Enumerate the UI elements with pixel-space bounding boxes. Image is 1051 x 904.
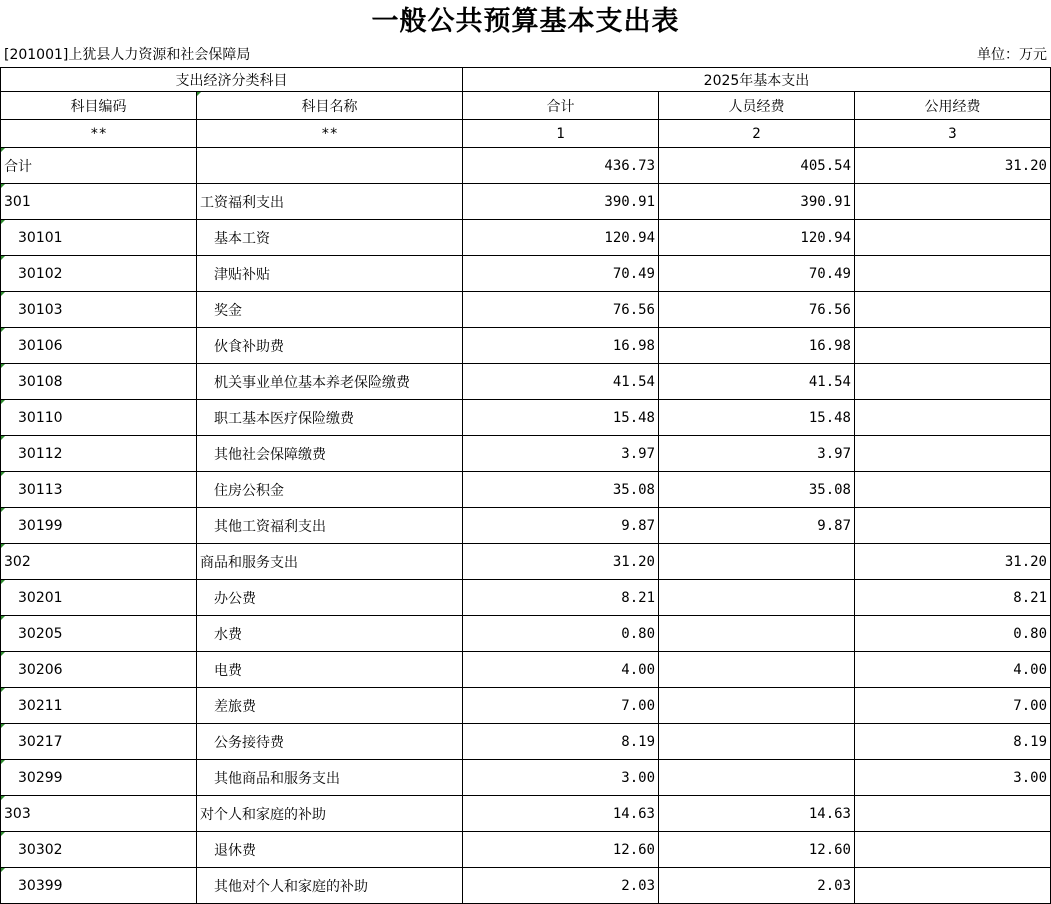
table-row bbox=[1, 292, 1051, 328]
row-code-cell: 30101 bbox=[1, 220, 197, 256]
row-personnel-cell: 390.91 bbox=[659, 184, 855, 220]
table-row bbox=[1, 652, 1051, 688]
row-name-cell: 其他工资福利支出 bbox=[197, 508, 463, 544]
table-row bbox=[1, 688, 1051, 724]
header-col-personnel: 人员经费 bbox=[659, 92, 855, 120]
table-row bbox=[1, 328, 1051, 364]
row-public-cell bbox=[855, 364, 1051, 400]
row-personnel-cell: 12.60 bbox=[659, 832, 855, 868]
row-public-cell bbox=[855, 400, 1051, 436]
row-name-cell: 差旅费 bbox=[197, 688, 463, 724]
table-row bbox=[1, 400, 1051, 436]
row-name-cell: 公务接待费 bbox=[197, 724, 463, 760]
unit-label: 单位：万元 bbox=[977, 47, 1047, 63]
row-code-cell: 30199 bbox=[1, 508, 197, 544]
row-total-cell: 9.87 bbox=[463, 508, 659, 544]
row-name-cell: 办公费 bbox=[197, 580, 463, 616]
row-code-cell: 30112 bbox=[1, 436, 197, 472]
row-public-cell: 31.20 bbox=[855, 148, 1051, 184]
row-code-cell: 303 bbox=[1, 796, 197, 832]
row-public-cell bbox=[855, 184, 1051, 220]
table-row bbox=[1, 220, 1051, 256]
row-name-cell: 电费 bbox=[197, 652, 463, 688]
row-code-cell: 30113 bbox=[1, 472, 197, 508]
row-name-cell: 其他对个人和家庭的补助 bbox=[197, 868, 463, 904]
row-total-cell: 16.98 bbox=[463, 328, 659, 364]
row-total-cell: 70.49 bbox=[463, 256, 659, 292]
row-public-cell: 4.00 bbox=[855, 652, 1051, 688]
row-code-cell: 301 bbox=[1, 184, 197, 220]
budget-table bbox=[0, 67, 1051, 904]
row-public-cell: 8.21 bbox=[855, 580, 1051, 616]
header-group-row bbox=[1, 68, 1051, 92]
row-name-cell: 奖金 bbox=[197, 292, 463, 328]
row-total-cell: 0.80 bbox=[463, 616, 659, 652]
row-name-cell: 水费 bbox=[197, 616, 463, 652]
row-code-cell: 302 bbox=[1, 544, 197, 580]
row-personnel-cell bbox=[659, 760, 855, 796]
row-name-cell: 职工基本医疗保险缴费 bbox=[197, 400, 463, 436]
row-total-cell: 8.21 bbox=[463, 580, 659, 616]
row-public-cell: 3.00 bbox=[855, 760, 1051, 796]
row-code-cell: 30201 bbox=[1, 580, 197, 616]
row-total-cell: 4.00 bbox=[463, 652, 659, 688]
row-personnel-cell bbox=[659, 688, 855, 724]
row-name-cell: 住房公积金 bbox=[197, 472, 463, 508]
row-code-cell: 30399 bbox=[1, 868, 197, 904]
row-name-cell: 对个人和家庭的补助 bbox=[197, 796, 463, 832]
table-row bbox=[1, 760, 1051, 796]
table-row bbox=[1, 148, 1051, 184]
header-group-right: 2025年基本支出 bbox=[463, 68, 1051, 92]
header-idx-personnel: 2 bbox=[659, 120, 855, 148]
row-total-cell: 7.00 bbox=[463, 688, 659, 724]
row-personnel-cell: 35.08 bbox=[659, 472, 855, 508]
row-code-cell: 30110 bbox=[1, 400, 197, 436]
row-public-cell bbox=[855, 220, 1051, 256]
row-public-cell bbox=[855, 832, 1051, 868]
row-total-cell: 35.08 bbox=[463, 472, 659, 508]
row-personnel-cell: 15.48 bbox=[659, 400, 855, 436]
row-personnel-cell: 9.87 bbox=[659, 508, 855, 544]
row-personnel-cell: 405.54 bbox=[659, 148, 855, 184]
row-code-cell: 30108 bbox=[1, 364, 197, 400]
row-total-cell: 41.54 bbox=[463, 364, 659, 400]
header-idx-public: 3 bbox=[855, 120, 1051, 148]
table-row bbox=[1, 256, 1051, 292]
row-code-cell: 合计 bbox=[1, 148, 197, 184]
row-total-cell: 31.20 bbox=[463, 544, 659, 580]
row-total-cell: 2.03 bbox=[463, 868, 659, 904]
row-public-cell: 0.80 bbox=[855, 616, 1051, 652]
row-name-cell: 机关事业单位基本养老保险缴费 bbox=[197, 364, 463, 400]
row-code-cell: 30217 bbox=[1, 724, 197, 760]
table-row bbox=[1, 796, 1051, 832]
header-marker-code: ** bbox=[1, 120, 197, 148]
row-name-cell: 津贴补贴 bbox=[197, 256, 463, 292]
table-row bbox=[1, 364, 1051, 400]
unit-name: [201001]上犹县人力资源和社会保障局 bbox=[4, 47, 251, 63]
row-total-cell: 8.19 bbox=[463, 724, 659, 760]
row-name-cell bbox=[197, 148, 463, 184]
row-total-cell: 390.91 bbox=[463, 184, 659, 220]
row-code-cell: 30205 bbox=[1, 616, 197, 652]
row-total-cell: 14.63 bbox=[463, 796, 659, 832]
row-public-cell: 31.20 bbox=[855, 544, 1051, 580]
row-total-cell: 120.94 bbox=[463, 220, 659, 256]
header-col-public: 公用经费 bbox=[855, 92, 1051, 120]
row-name-cell: 商品和服务支出 bbox=[197, 544, 463, 580]
row-name-cell: 基本工资 bbox=[197, 220, 463, 256]
header-column-row bbox=[1, 92, 1051, 120]
row-public-cell bbox=[855, 436, 1051, 472]
row-personnel-cell: 3.97 bbox=[659, 436, 855, 472]
row-public-cell bbox=[855, 508, 1051, 544]
table-row bbox=[1, 184, 1051, 220]
row-public-cell: 8.19 bbox=[855, 724, 1051, 760]
row-personnel-cell: 41.54 bbox=[659, 364, 855, 400]
header-marker-name: ** bbox=[197, 120, 463, 148]
header-col-name: 科目名称 bbox=[197, 92, 463, 120]
table-row bbox=[1, 616, 1051, 652]
row-name-cell: 工资福利支出 bbox=[197, 184, 463, 220]
header-col-total: 合计 bbox=[463, 92, 659, 120]
row-name-cell: 退休费 bbox=[197, 832, 463, 868]
table-row bbox=[1, 868, 1051, 904]
row-personnel-cell bbox=[659, 616, 855, 652]
row-public-cell bbox=[855, 328, 1051, 364]
row-name-cell: 伙食补助费 bbox=[197, 328, 463, 364]
row-total-cell: 3.00 bbox=[463, 760, 659, 796]
header-col-code: 科目编码 bbox=[1, 92, 197, 120]
row-personnel-cell: 16.98 bbox=[659, 328, 855, 364]
row-code-cell: 30102 bbox=[1, 256, 197, 292]
row-personnel-cell: 70.49 bbox=[659, 256, 855, 292]
table-row bbox=[1, 508, 1051, 544]
row-personnel-cell bbox=[659, 652, 855, 688]
row-personnel-cell bbox=[659, 580, 855, 616]
row-name-cell: 其他社会保障缴费 bbox=[197, 436, 463, 472]
row-total-cell: 3.97 bbox=[463, 436, 659, 472]
header-idx-total: 1 bbox=[463, 120, 659, 148]
row-code-cell: 30302 bbox=[1, 832, 197, 868]
row-public-cell bbox=[855, 868, 1051, 904]
row-personnel-cell bbox=[659, 544, 855, 580]
row-public-cell bbox=[855, 796, 1051, 832]
table-row bbox=[1, 724, 1051, 760]
table-row bbox=[1, 580, 1051, 616]
row-code-cell: 30106 bbox=[1, 328, 197, 364]
row-public-cell bbox=[855, 256, 1051, 292]
row-total-cell: 15.48 bbox=[463, 400, 659, 436]
table-row bbox=[1, 472, 1051, 508]
row-code-cell: 30211 bbox=[1, 688, 197, 724]
header-index-row bbox=[1, 120, 1051, 148]
row-personnel-cell: 2.03 bbox=[659, 868, 855, 904]
row-code-cell: 30299 bbox=[1, 760, 197, 796]
row-personnel-cell bbox=[659, 724, 855, 760]
row-total-cell: 12.60 bbox=[463, 832, 659, 868]
table-row bbox=[1, 832, 1051, 868]
row-public-cell: 7.00 bbox=[855, 688, 1051, 724]
table-row bbox=[1, 544, 1051, 580]
row-name-cell: 其他商品和服务支出 bbox=[197, 760, 463, 796]
page-title: 一般公共预算基本支出表 bbox=[371, 6, 680, 37]
table-row bbox=[1, 436, 1051, 472]
row-code-cell: 30103 bbox=[1, 292, 197, 328]
row-total-cell: 436.73 bbox=[463, 148, 659, 184]
row-personnel-cell: 76.56 bbox=[659, 292, 855, 328]
row-public-cell bbox=[855, 472, 1051, 508]
row-personnel-cell: 14.63 bbox=[659, 796, 855, 832]
row-public-cell bbox=[855, 292, 1051, 328]
row-code-cell: 30206 bbox=[1, 652, 197, 688]
header-group-left: 支出经济分类科目 bbox=[1, 68, 463, 92]
row-total-cell: 76.56 bbox=[463, 292, 659, 328]
row-personnel-cell: 120.94 bbox=[659, 220, 855, 256]
